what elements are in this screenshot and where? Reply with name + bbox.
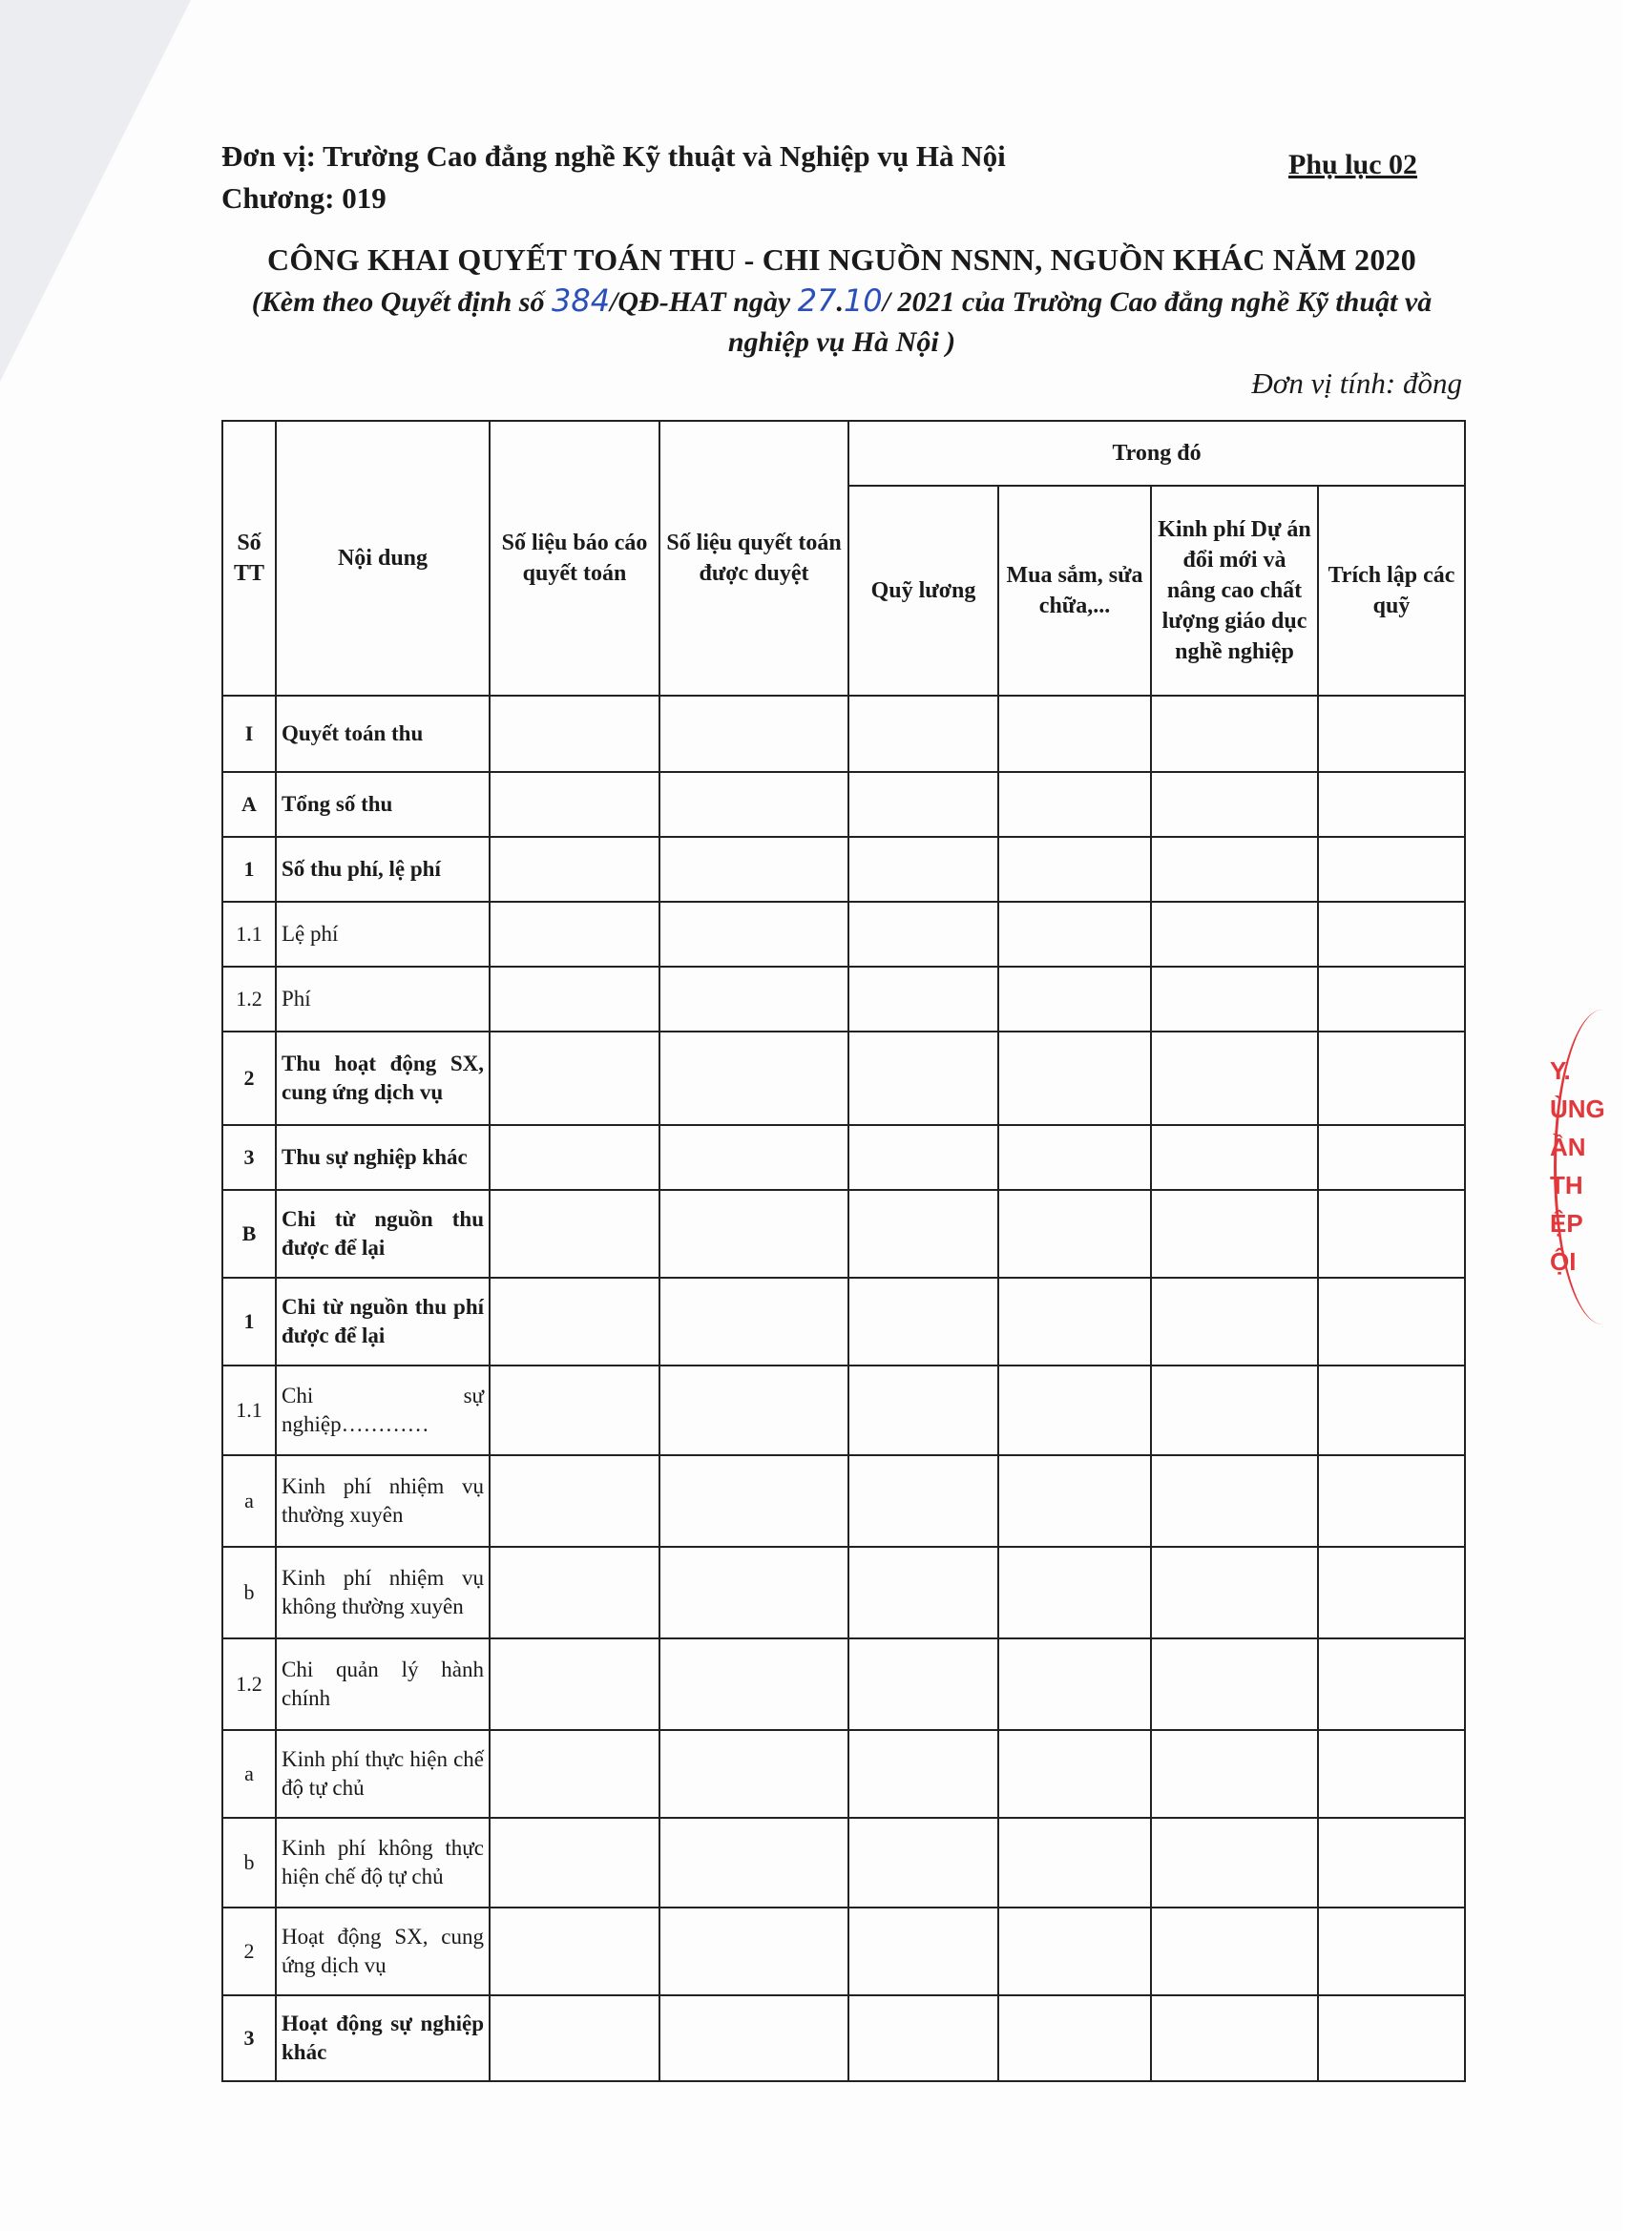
cell: [1318, 1032, 1465, 1125]
cell: [1151, 1908, 1318, 1995]
cell: [1151, 1995, 1318, 2081]
cell: [998, 1190, 1151, 1278]
cell: [659, 1366, 848, 1455]
row-content: Kinh phí không thực hiện chế độ tự chủ: [276, 1818, 490, 1908]
row-stt: 1.1: [222, 902, 276, 967]
table-row: [222, 902, 1465, 967]
cell: [490, 1278, 659, 1366]
table-row: [222, 1730, 1465, 1818]
cell: [1151, 1455, 1318, 1547]
subtitle-suffix: / 2021 của Trường Cao đẳng nghề Kỹ thuật và nghiệp vụ Hà Nội ): [727, 286, 1432, 358]
cell: [1318, 1818, 1465, 1908]
subtitle-prefix: (Kèm theo Quyết định số: [251, 286, 552, 318]
table-row: [222, 1818, 1465, 1908]
cell: [490, 1366, 659, 1455]
cell: [490, 837, 659, 902]
cell: [659, 1190, 848, 1278]
stamp-line: ẦN: [1550, 1133, 1586, 1161]
cell: [1151, 837, 1318, 902]
cell: [659, 1730, 848, 1818]
cell: [1151, 1366, 1318, 1455]
cell: [848, 1547, 998, 1638]
cell: [1318, 1908, 1465, 1995]
cell: [1318, 1995, 1465, 2081]
cell: [490, 967, 659, 1032]
cell: [848, 1125, 998, 1190]
cell: [998, 1032, 1151, 1125]
row-stt: 1.2: [222, 1638, 276, 1730]
cell: [659, 1278, 848, 1366]
row-stt: 1: [222, 1278, 276, 1366]
cell: [848, 837, 998, 902]
table-row: [222, 772, 1465, 837]
cell: [1151, 1190, 1318, 1278]
table-row: [222, 696, 1465, 772]
cell: [659, 902, 848, 967]
cell: [490, 1995, 659, 2081]
row-content: Kinh phí thực hiện chế độ tự chủ: [276, 1730, 490, 1818]
cell: [848, 1818, 998, 1908]
cell: [998, 1125, 1151, 1190]
cell: [848, 696, 998, 772]
cell: [490, 696, 659, 772]
unit-line: Đơn vị: Trường Cao đẳng nghề Kỹ thuật và Nghiệp vụ Hà Nội: [221, 139, 1006, 173]
handwritten-month: 10: [843, 282, 883, 319]
stamp-line: ỘI: [1550, 1247, 1577, 1276]
row-content: Kinh phí nhiệm vụ không thường xuyên: [276, 1547, 490, 1638]
cell: [998, 967, 1151, 1032]
cell: [1151, 1638, 1318, 1730]
cell: [998, 696, 1151, 772]
cell: [848, 1190, 998, 1278]
handwritten-decision-number: 384: [551, 282, 611, 319]
cell: [1151, 967, 1318, 1032]
header-stt: Số TT: [222, 421, 276, 696]
row-content: Kinh phí nhiệm vụ thường xuyên: [276, 1455, 490, 1547]
handwritten-day: 27: [797, 282, 837, 319]
cell: [659, 1125, 848, 1190]
cell: [1318, 902, 1465, 967]
settlement-table: [221, 420, 1466, 2082]
document-subtitle: [221, 281, 1462, 363]
header-of-which: Trong đó: [848, 421, 1465, 486]
cell: [1318, 772, 1465, 837]
row-content: Chi sự nghiệp…………: [276, 1366, 490, 1455]
cell: [1151, 902, 1318, 967]
header-project: Kinh phí Dự án đổi mới và nâng cao chất lượng giáo dục nghề nghiệp: [1151, 486, 1318, 696]
row-content: Chi từ nguồn thu phí được để lại: [276, 1278, 490, 1366]
cell: [659, 1032, 848, 1125]
cell: [1318, 1730, 1465, 1818]
header-approved: Số liệu quyết toán được duyệt: [659, 421, 848, 696]
cell: [848, 967, 998, 1032]
subtitle-dot: .: [836, 286, 844, 318]
table-row: [222, 1638, 1465, 1730]
row-content: Hoạt động sự nghiệp khác: [276, 1995, 490, 2081]
row-content: Phí: [276, 967, 490, 1032]
table-row: [222, 967, 1465, 1032]
cell: [659, 772, 848, 837]
cell: [998, 772, 1151, 837]
row-content: Hoạt động SX, cung ứng dịch vụ: [276, 1908, 490, 1995]
cell: [1318, 696, 1465, 772]
row-stt: I: [222, 696, 276, 772]
row-stt: 3: [222, 1125, 276, 1190]
row-stt: 2: [222, 1032, 276, 1125]
stamp-text: [1550, 1052, 1605, 1281]
unit-header: [221, 136, 1006, 219]
cell: [490, 1547, 659, 1638]
stamp-line: Y.: [1550, 1056, 1571, 1085]
document-title: CÔNG KHAI QUYẾT TOÁN THU - CHI NGUỒN NSNN, NGUỒN KHÁC NĂM 2020: [267, 242, 1416, 277]
header-salary-fund: Quỹ lương: [848, 486, 998, 696]
row-stt: a: [222, 1730, 276, 1818]
cell: [659, 837, 848, 902]
cell: [998, 1818, 1151, 1908]
cell: [848, 1032, 998, 1125]
currency-unit: Đơn vị tính: đồng: [1251, 366, 1462, 400]
cell: [1151, 696, 1318, 772]
cell: [490, 1730, 659, 1818]
cell: [998, 902, 1151, 967]
table-row: [222, 1908, 1465, 1995]
cell: [490, 1908, 659, 1995]
stamp-line: ỆP: [1550, 1209, 1583, 1238]
cell: [998, 1730, 1151, 1818]
cell: [659, 1638, 848, 1730]
stamp-line: ÙNG: [1550, 1095, 1605, 1123]
cell: [1318, 1547, 1465, 1638]
cell: [490, 1032, 659, 1125]
row-content: Lệ phí: [276, 902, 490, 967]
red-seal-stamp: [1538, 1010, 1605, 1324]
row-stt: B: [222, 1190, 276, 1278]
cell: [490, 1190, 659, 1278]
cell: [848, 1366, 998, 1455]
cell: [848, 1455, 998, 1547]
subtitle-mid: /QĐ-HAT ngày: [610, 286, 798, 318]
cell: [848, 1730, 998, 1818]
cell: [1151, 1818, 1318, 1908]
row-stt: 1.1: [222, 1366, 276, 1455]
row-content: Số thu phí, lệ phí: [276, 837, 490, 902]
row-content: Tổng số thu: [276, 772, 490, 837]
cell: [490, 1638, 659, 1730]
chapter-line: Chương: 019: [221, 181, 387, 215]
header-content: Nội dung: [276, 421, 490, 696]
row-stt: 2: [222, 1908, 276, 1995]
row-stt: 1: [222, 837, 276, 902]
header-reported: Số liệu báo cáo quyết toán: [490, 421, 659, 696]
table-row: [222, 1547, 1465, 1638]
cell: [490, 772, 659, 837]
cell: [998, 1547, 1151, 1638]
cell: [848, 1278, 998, 1366]
cell: [848, 772, 998, 837]
cell: [1318, 1278, 1465, 1366]
table-row: [222, 1278, 1465, 1366]
cell: [848, 1908, 998, 1995]
row-content: Chi từ nguồn thu được để lại: [276, 1190, 490, 1278]
cell: [1151, 1547, 1318, 1638]
row-content: Thu hoạt động SX, cung ứng dịch vụ: [276, 1032, 490, 1125]
appendix-label: Phụ lục 02: [1288, 149, 1418, 180]
cell: [659, 1818, 848, 1908]
header-funds: Trích lập các quỹ: [1318, 486, 1465, 696]
cell: [490, 1455, 659, 1547]
row-content: Quyết toán thu: [276, 696, 490, 772]
cell: [659, 1995, 848, 2081]
cell: [1318, 1366, 1465, 1455]
cell: [1318, 1125, 1465, 1190]
cell: [848, 902, 998, 967]
table-row: [222, 1995, 1465, 2081]
cell: [1151, 1032, 1318, 1125]
cell: [659, 696, 848, 772]
cell: [1318, 967, 1465, 1032]
row-content: Thu sự nghiệp khác: [276, 1125, 490, 1190]
table-row: [222, 1032, 1465, 1125]
header-procurement: Mua sắm, sửa chữa,...: [998, 486, 1151, 696]
row-stt: A: [222, 772, 276, 837]
row-stt: b: [222, 1818, 276, 1908]
cell: [998, 1455, 1151, 1547]
cell: [1151, 1730, 1318, 1818]
row-content: Chi quản lý hành chính: [276, 1638, 490, 1730]
cell: [659, 967, 848, 1032]
row-stt: 3: [222, 1995, 276, 2081]
cell: [998, 1908, 1151, 1995]
cell: [998, 837, 1151, 902]
table-row: [222, 1190, 1465, 1278]
cell: [1318, 1455, 1465, 1547]
cell: [490, 1125, 659, 1190]
cell: [998, 1638, 1151, 1730]
table-row: [222, 1366, 1465, 1455]
table-row: [222, 837, 1465, 902]
cell: [1151, 1278, 1318, 1366]
cell: [659, 1547, 848, 1638]
row-stt: b: [222, 1547, 276, 1638]
cell: [490, 902, 659, 967]
table-row: [222, 1125, 1465, 1190]
cell: [998, 1366, 1151, 1455]
cell: [659, 1908, 848, 1995]
cell: [848, 1638, 998, 1730]
row-stt: 1.2: [222, 967, 276, 1032]
cell: [659, 1455, 848, 1547]
cell: [490, 1818, 659, 1908]
row-stt: a: [222, 1455, 276, 1547]
folded-corner: [0, 0, 191, 382]
cell: [1318, 1638, 1465, 1730]
cell: [1318, 1190, 1465, 1278]
cell: [848, 1995, 998, 2081]
stamp-line: TH: [1550, 1171, 1583, 1199]
cell: [1318, 837, 1465, 902]
cell: [998, 1278, 1151, 1366]
cell: [1151, 772, 1318, 837]
cell: [1151, 1125, 1318, 1190]
cell: [998, 1995, 1151, 2081]
table-row: [222, 1455, 1465, 1547]
